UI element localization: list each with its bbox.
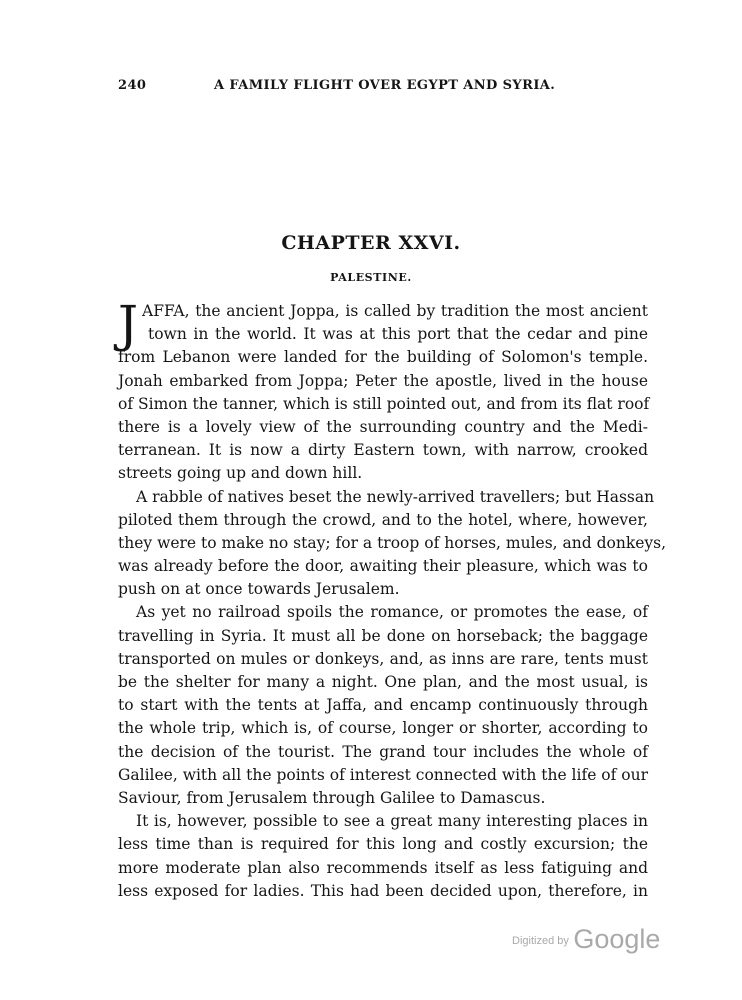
text-line: terranean. It is now a dirty Eastern town, with narrow, crooked xyxy=(118,441,648,460)
text-line: streets going up and down hill. xyxy=(118,464,363,483)
chapter-title: CHAPTER XXVI. xyxy=(281,232,461,254)
text-line: from Lebanon were landed for the building of Solomon's temple. xyxy=(118,348,648,367)
text-line: more moderate plan also recommends itself as less fatiguing and xyxy=(118,858,648,877)
text-line: transported on mules or donkeys, and, as inns are rare, tents must xyxy=(118,649,648,668)
text-line: they were to make no stay; for a troop of horses, mules, and donkeys, xyxy=(118,533,667,552)
text-line: the whole trip, which is, of course, longer or shorter, according to xyxy=(118,719,648,738)
text-line: was already before the door, awaiting their pleasure, which was to xyxy=(118,557,648,576)
text-line: It is, however, possible to see a great many interesting places in xyxy=(136,812,648,831)
body-text xyxy=(118,295,667,903)
text-line: Saviour, from Jerusalem through Galilee to Damascus. xyxy=(118,788,546,807)
paragraph xyxy=(118,295,650,486)
text-line: A rabble of natives beset the newly-arrived travellers; but Hassan xyxy=(136,487,655,506)
text-line: Galilee, with all the points of interest connected with the life of our xyxy=(118,765,649,784)
text-line: As yet no railroad spoils the romance, or promotes the ease, of xyxy=(136,603,648,622)
text-line: be the shelter for many a night. One plan, and the most usual, is xyxy=(118,673,648,691)
drop-cap: J xyxy=(118,295,139,353)
text-line: there is a lovely view of the surrounding country and the Medi- xyxy=(118,417,648,436)
text-line: of Simon the tanner, which is still pointed out, and from its flat roof xyxy=(118,394,650,413)
paragraph xyxy=(118,486,667,602)
text-line: Jonah embarked from Joppa; Peter the apostle, lived in the house xyxy=(118,371,648,390)
running-title: A FAMILY FLIGHT OVER EGYPT AND SYRIA. xyxy=(214,78,556,93)
text-line: travelling in Syria. It must all be done on horseback; the baggage xyxy=(118,626,648,645)
digitized-by-google-stamp xyxy=(512,924,660,955)
digitized-prefix: Digitized by xyxy=(512,935,569,947)
text-line: less time than is required for this long and costly excursion; the xyxy=(118,835,648,854)
text-line: piloted them through the crowd, and to the hotel, where, however, xyxy=(118,510,648,529)
chapter-subtitle: PALESTINE. xyxy=(330,271,412,284)
google-wordmark: Google xyxy=(573,924,661,954)
page-number: 240 xyxy=(118,78,147,93)
paragraph xyxy=(118,810,648,903)
text-line: the decision of the tourist. The grand tour includes the whole of xyxy=(118,742,648,761)
paragraph xyxy=(118,601,648,810)
text-line: AFFA, the ancient Joppa, is called by tradition the most ancient xyxy=(142,302,648,320)
text-line: to start with the tents at Jaffa, and encamp continuously through xyxy=(118,696,648,715)
text-line: town in the world. It was at this port that the cedar and pine xyxy=(148,325,648,344)
text-line: less exposed for ladies. This had been decided upon, therefore, in xyxy=(118,881,648,900)
text-line: push on at once towards Jerusalem. xyxy=(118,580,400,599)
